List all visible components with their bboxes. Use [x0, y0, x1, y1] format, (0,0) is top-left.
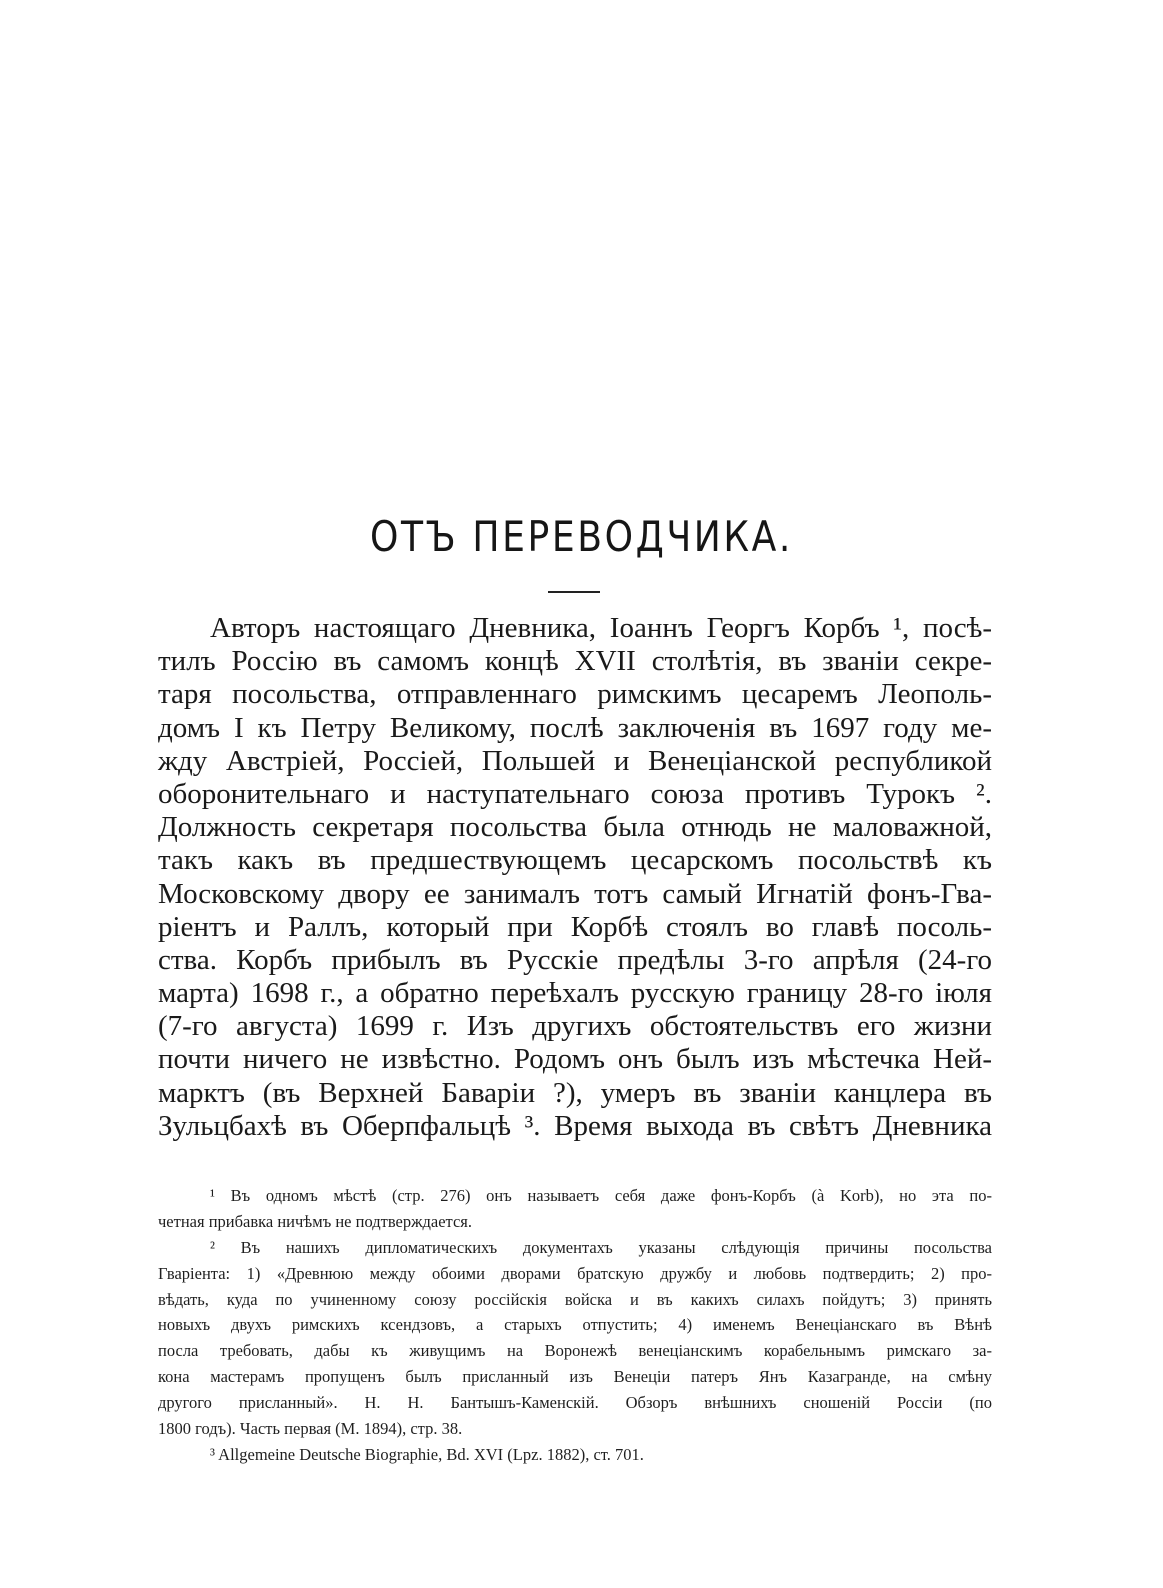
- footnote-line: четная прибавка ничѣмъ не подтверждается.: [158, 1211, 472, 1231]
- body-line: марта) 1698 г., а обратно переѣхалъ русскую границу 28-го іюля: [158, 977, 992, 1010]
- chapter-title: ОТЪ ПЕРЕВОДЧИКА.: [370, 512, 793, 561]
- footnote-line: 1800 годъ). Часть первая (М. 1894), стр. 38.: [158, 1419, 463, 1439]
- body-line: оборонительнаго и наступательнаго союза противъ Турокъ ².: [158, 777, 992, 810]
- body-line: Авторъ настоящаго Дневника, Іоаннъ Георгъ Корбъ ¹, посѣ-: [210, 612, 992, 644]
- body-line: (7-го августа) 1699 г. Изъ другихъ обстоятельствъ его жизни: [158, 1010, 992, 1043]
- body-line: Зульцбахѣ въ Оберпфальцѣ ³. Время выхода въ свѣтъ Дневника: [158, 1109, 992, 1142]
- footnote-line: ² Въ нашихъ дипломатическихъ документахъ указаны слѣдующія причины посольства: [210, 1237, 992, 1257]
- body-line: ріентъ и Раллъ, который при Корбѣ стоялъ во главѣ посоль-: [158, 910, 992, 943]
- footnote-line: ³ Allgemeine Deutsche Biographie, Bd. XVI (Lpz. 1882), ст. 701.: [210, 1444, 644, 1464]
- body-line: таря посольства, отправленнаго римскимъ цесаремъ Леополь-: [158, 678, 992, 711]
- body-line: ства. Корбъ прибылъ въ Русскіе предѣлы 3-го апрѣля (24-го: [158, 943, 992, 976]
- body-line: жду Австріей, Россіей, Польшей и Венеціанской республикой: [158, 744, 992, 777]
- footnote-line: другого присланный». Н. Н. Бантышъ-Каменскій. Обзоръ внѣшнихъ сношеній Россіи (по: [158, 1393, 992, 1413]
- body-line: Московскому двору ее занималъ тотъ самый Игнатій фонъ-Гва-: [158, 877, 992, 910]
- body-line: домъ I къ Петру Великому, послѣ заключенія въ 1697 году ме-: [158, 711, 992, 744]
- body-line: такъ какъ въ предшествующемъ цесарскомъ посольствѣ къ: [158, 844, 992, 877]
- footnote-line: вѣдать, куда по учиненному союзу россійскія войска и въ какихъ силахъ пойдутъ; 3) принять: [158, 1289, 992, 1309]
- footnote-line: Гваріента: 1) «Древнюю между обоими дворами братскую дружбу и любовь подтвердить; 2) про-: [158, 1263, 992, 1283]
- footnote-line: посла требовать, дабы къ живущимъ на Воронежѣ венеціанскимъ корабельнымъ римскаго за-: [158, 1341, 992, 1361]
- footnote-line: новыхъ двухъ римскихъ ксендзовъ, а старыхъ отпустить; 4) именемъ Венеціанскаго въ Вѣнѣ: [158, 1315, 992, 1335]
- body-text: [158, 612, 992, 1143]
- body-line: тилъ Россію въ самомъ концѣ XVII столѣтія, въ званіи секре-: [158, 645, 992, 678]
- body-line: Должность секретаря посольства была отнюдь не маловажной,: [158, 811, 992, 844]
- title-divider: [548, 591, 600, 593]
- footnote-line: ¹ Въ одномъ мѣстѣ (стр. 276) онъ называетъ себя даже фонъ-Корбъ (à Korb), но эта по-: [210, 1186, 992, 1205]
- body-line: почти ничего не извѣстно. Родомъ онъ былъ изъ мѣстечка Ней-: [158, 1043, 992, 1076]
- body-line: марктъ (въ Верхней Баваріи ?), умеръ въ званіи канцлера въ: [158, 1076, 992, 1109]
- footnote-line: кона мастерамъ пропущенъ былъ присланный изъ Венеціи патеръ Янъ Казагранде, на смѣну: [158, 1367, 992, 1387]
- footnotes: [158, 1183, 992, 1468]
